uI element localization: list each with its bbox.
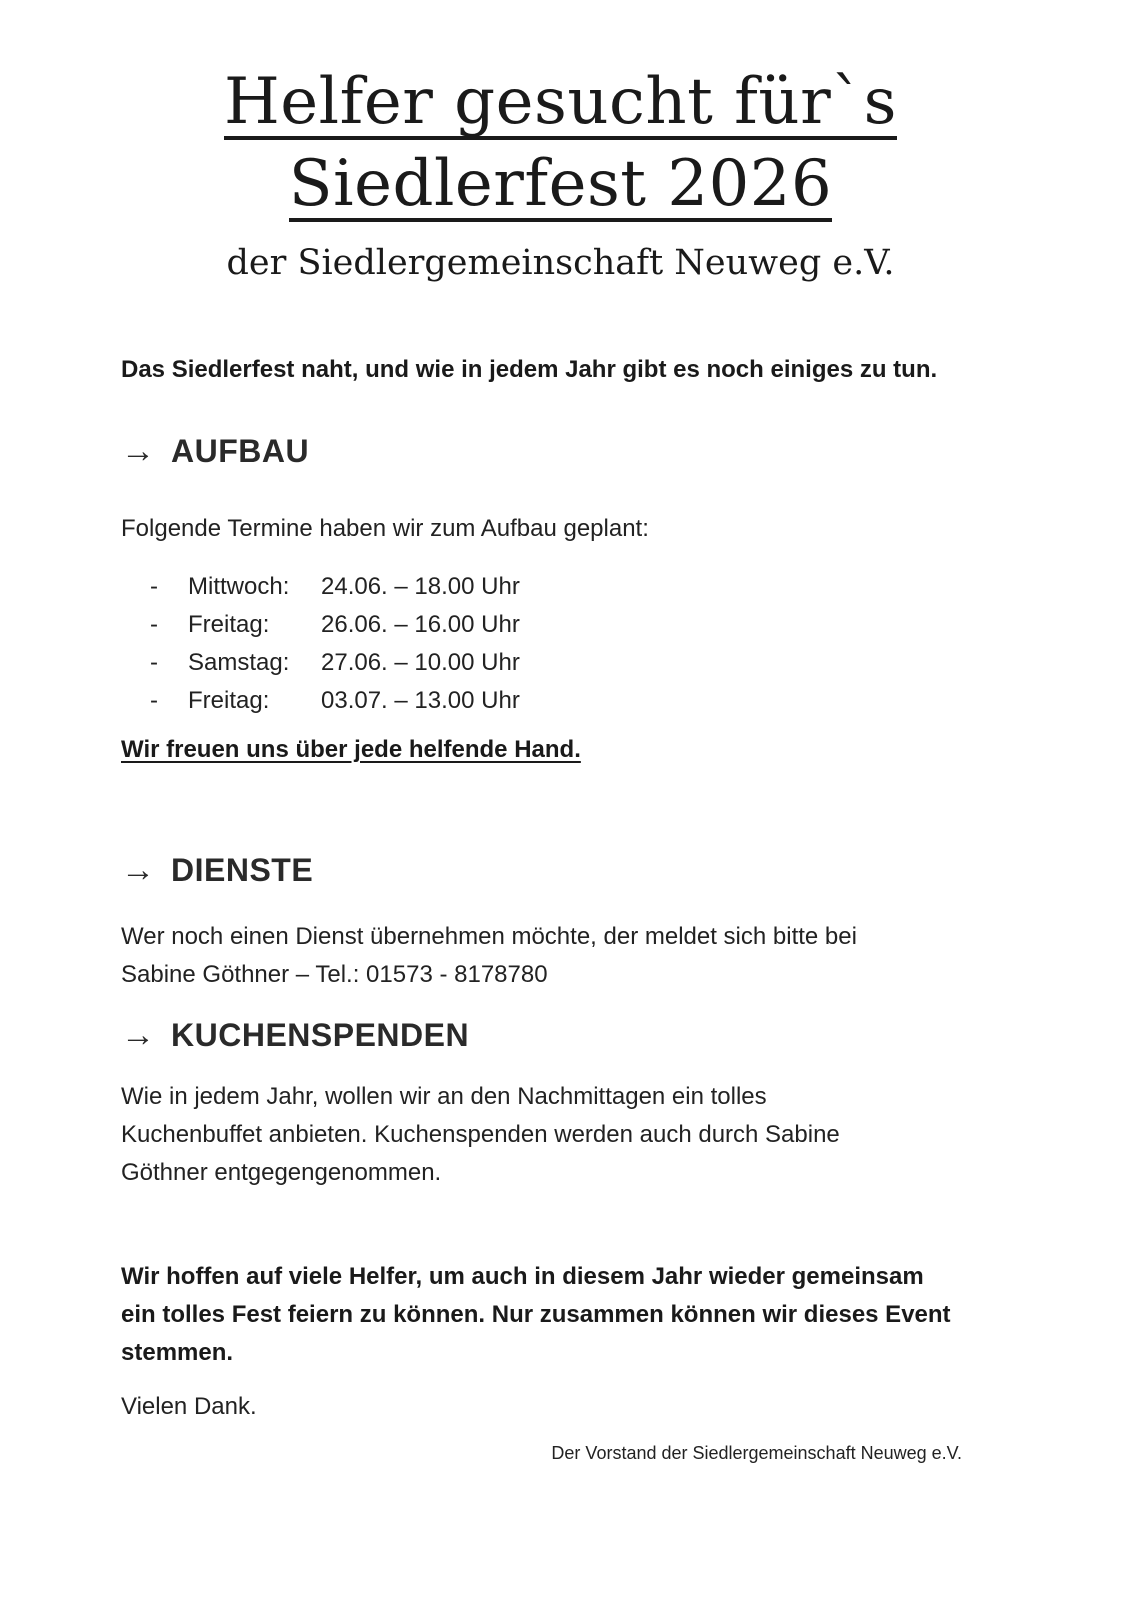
title-line-1: Helfer gesucht für`s [223,65,898,139]
subtitle: der Siedlergemeinschaft Neuweg e.V. [226,243,895,283]
date-weekday: Samstag: [188,649,290,676]
setup-dates-list [150,568,520,720]
text-line: Sabine Göthner – Tel.: 01573 - 8178780 [121,961,548,988]
list-item [150,644,520,682]
helping-hand-note: Wir freuen uns über jede helfende Hand. [121,736,581,763]
list-item [150,568,520,606]
arrow-right-icon: → [121,432,156,470]
dienste-text [121,918,1001,994]
text-line: Wir hoffen auf viele Helfer, um auch in diesem Jahr wieder gemeinsam [121,1263,924,1290]
section-heading-kuchenspenden [121,1016,469,1055]
arrow-right-icon: → [121,1016,156,1054]
section-heading-label: DIENSTE [171,852,314,888]
section-heading-label: KUCHENSPENDEN [171,1017,470,1053]
list-bullet: - [150,649,158,676]
closing-paragraph [121,1258,1001,1372]
list-item [150,606,520,644]
date-time: 24.06. – 18.00 Uhr [321,573,520,600]
thanks-text: Vielen Dank. [121,1393,257,1420]
date-weekday: Freitag: [188,611,270,638]
kuchenspenden-text [121,1078,1001,1192]
date-weekday: Mittwoch: [188,573,290,600]
signature: Der Vorstand der Siedlergemeinschaft Neuweg e.V. [551,1443,962,1463]
arrow-right-icon: → [121,851,156,889]
list-item [150,682,520,720]
intro-text: Das Siedlerfest naht, und wie in jedem Jahr gibt es noch einiges zu tun. [121,356,938,383]
title-line-2: Siedlerfest 2026 [288,147,833,221]
date-weekday: Freitag: [188,687,270,714]
section-heading-aufbau [121,432,309,471]
text-line: ein tolles Fest feiern zu können. Nur zusammen können wir dieses Event [121,1301,951,1328]
list-bullet: - [150,687,158,714]
aufbau-text: Folgende Termine haben wir zum Aufbau geplant: [121,515,649,542]
text-line: Göthner entgegengenommen. [121,1159,442,1186]
text-line: Wer noch einen Dienst übernehmen möchte, der meldet sich bitte bei [121,923,857,950]
text-line: stemmen. [121,1339,234,1366]
date-time: 26.06. – 16.00 Uhr [321,611,520,638]
text-line: Wie in jedem Jahr, wollen wir an den Nachmittagen ein tolles [121,1083,767,1110]
list-bullet: - [150,573,158,600]
date-time: 03.07. – 13.00 Uhr [321,687,520,714]
section-heading-dienste [121,851,313,890]
list-bullet: - [150,611,158,638]
date-time: 27.06. – 10.00 Uhr [321,649,520,676]
section-heading-label: AUFBAU [171,433,310,469]
text-line: Kuchenbuffet anbieten. Kuchenspenden werden auch durch Sabine [121,1121,840,1148]
